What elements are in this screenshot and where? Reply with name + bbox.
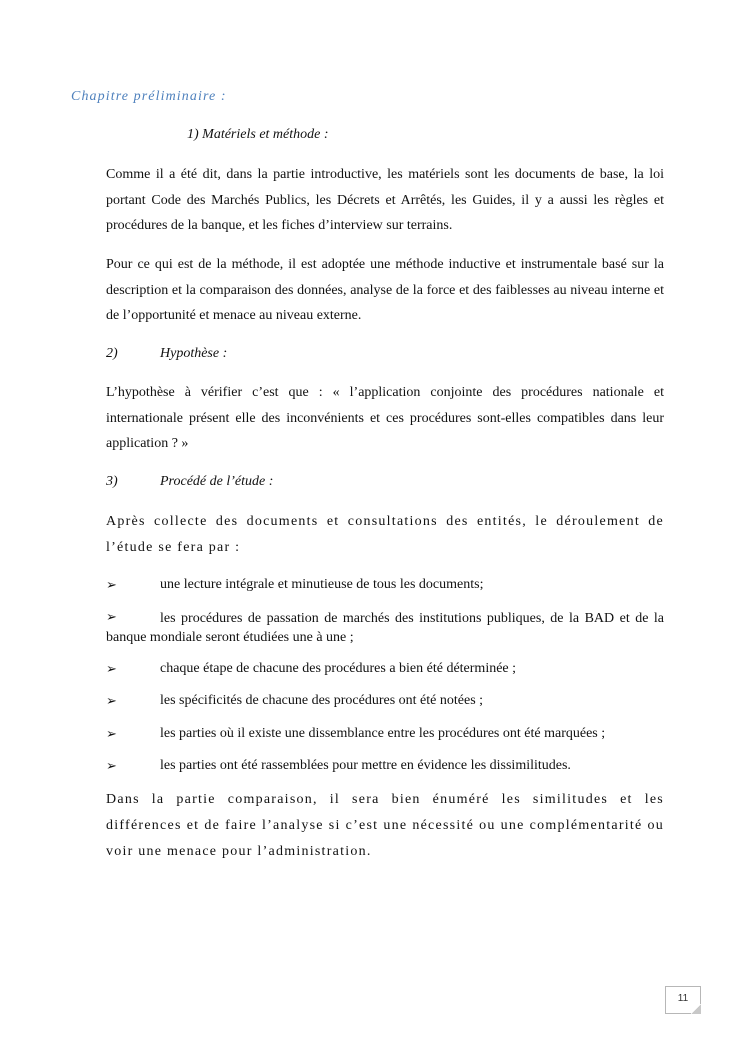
materials-paragraph: Comme il a été dit, dans la partie introductive, les matériels sont les documents de base, la loi portant Code des Marchés Publics, les Décrets et Arrêtés, les Guides, il y a aussi les règles et procédures de la banque, et les fiches d’interview sur terrains. (106, 167, 664, 233)
arrow-bullet-icon: ➢ (106, 577, 117, 592)
page-number-box (665, 986, 701, 1014)
arrow-bullet-icon: ➢ (106, 726, 117, 741)
list-item: les parties ont été rassemblées pour mettre en évidence les dissimilitudes. (160, 758, 571, 773)
list-item: les procédures de passation de marchés des institutions publiques, de la BAD et de la banque mondiale seront étudiées une à une ; (106, 611, 664, 645)
section-3-number: 3) (106, 474, 118, 489)
page-curl-icon (691, 1004, 701, 1014)
method-paragraph: Pour ce qui est de la méthode, il est adoptée une méthode inductive et instrumentale basé sur la description et la comparaison des données, analyse de la force et des faiblesses au niveau interne et de l’opportunité et menace au niveau externe. (106, 257, 664, 323)
list-item: les parties où il existe une dissemblance entre les procédures ont été marquées ; (160, 726, 606, 741)
list-item: les spécificités de chacune des procédures ont été notées ; (160, 693, 484, 708)
section-2-number: 2) (106, 346, 118, 361)
section-3-heading: Procédé de l’étude : (160, 474, 274, 489)
procedure-intro-paragraph: Après collecte des documents et consultations des entités, le déroulement de l’étude se fera par : (106, 514, 664, 555)
chapter-title: Chapitre préliminaire : (71, 89, 227, 104)
comparison-paragraph: Dans la partie comparaison, il sera bien énuméré les similitudes et les différences et de faire l’analyse si c’est une nécessité ou une complémentarité ou voir une menace pour l’administration. (106, 792, 664, 859)
arrow-bullet-icon: ➢ (106, 693, 117, 708)
list-item: chaque étape de chacune des procédures a bien été déterminée ; (160, 661, 517, 676)
hypothesis-paragraph: L’hypothèse à vérifier c’est que : « l’application conjointe des procédures nationale et internationale présent elle des inconvénients et ces procédures sont-elles compatibles dans leur application ? » (106, 385, 664, 451)
page-number: 11 (677, 993, 689, 1004)
section-2-heading: Hypothèse : (160, 346, 228, 361)
list-item: une lecture intégrale et minutieuse de tous les documents; (160, 577, 484, 592)
section-1-heading: 1) Matériels et méthode : (187, 127, 329, 142)
arrow-bullet-icon: ➢ (106, 609, 117, 624)
arrow-bullet-icon: ➢ (106, 661, 117, 676)
arrow-bullet-icon: ➢ (106, 758, 117, 773)
